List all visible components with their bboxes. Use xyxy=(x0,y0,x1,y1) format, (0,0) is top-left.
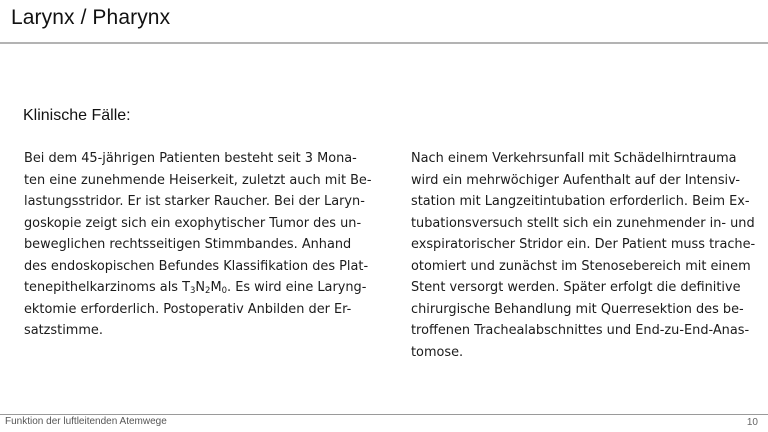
case-left-line: Bei dem 45-jährigen Patienten besteht seit 3 Mona- xyxy=(24,151,357,166)
tnm-m: M xyxy=(210,280,222,295)
case-right-line: Nach einem Verkehrsunfall mit Schädelhirntrauma xyxy=(411,151,737,166)
case-right-line: tubationsversuch stellt sich ein zunehmender in- und xyxy=(411,215,755,231)
case-left-line: ten eine zunehmende Heiserkeit, zuletzt auch mit Be- xyxy=(24,172,372,188)
case-right-line: tomose. xyxy=(411,344,464,360)
case-right-line: chirurgische Behandlung mit Querresektion des be- xyxy=(411,301,744,317)
page-number: 10 xyxy=(746,417,758,428)
header-divider xyxy=(0,42,768,44)
tnm-n: N xyxy=(195,280,206,295)
case-right-line: exspiratorischer Stridor ein. Der Patient muss trache- xyxy=(411,237,756,252)
tnm-t-subscript: 3 xyxy=(189,286,196,296)
tnm-n-subscript: 2 xyxy=(205,286,211,296)
case-left-line: beweglichen rechtsseitigen Stimmbandes. Anhand xyxy=(24,237,352,252)
case-left-line: lastungsstridor. Er ist starker Raucher. Bei der Laryn- xyxy=(24,194,365,209)
tnm-m-subscript: 0 xyxy=(221,286,228,296)
case-right-line: otomiert und zunächst im Stenosebereich mit einem xyxy=(411,258,751,274)
case-right-line: wird ein mehrwöchiger Aufenthalt auf der Intensiv- xyxy=(411,172,741,188)
case-right-line: station mit Langzeitintubation erforderlich. Beim Ex- xyxy=(411,194,750,209)
case-left-line: goskopie zeigt sich ein exophytischer Tumor des un- xyxy=(24,215,362,231)
case-left-line: des endoskopischen Befundes Klassifikation des Plat- xyxy=(24,258,369,274)
case-text-right xyxy=(411,148,755,363)
case-right-line: Stent versorgt werden. Später erfolgt die definitive xyxy=(411,280,741,295)
footer-divider xyxy=(0,414,768,415)
case-left-line: ektomie erforderlich. Postoperativ Anbilden der Er- xyxy=(24,301,352,317)
slide-title: Larynx / Pharynx xyxy=(11,6,171,29)
case-text-left xyxy=(24,148,372,342)
case-left-line: satzstimme. xyxy=(24,323,103,338)
tnm-before-text: tenepithelkarzinoms als T xyxy=(24,280,190,295)
tnm-after-text: . Es wird eine Laryng- xyxy=(227,280,367,295)
footer-title: Funktion der luftleitenden Atemwege xyxy=(5,416,167,427)
section-heading: Klinische Fälle: xyxy=(23,107,131,124)
case-left-tnm-line xyxy=(24,277,372,299)
case-right-line: troffenen Trachealabschnittes und End-zu-End-Anas- xyxy=(411,323,750,338)
